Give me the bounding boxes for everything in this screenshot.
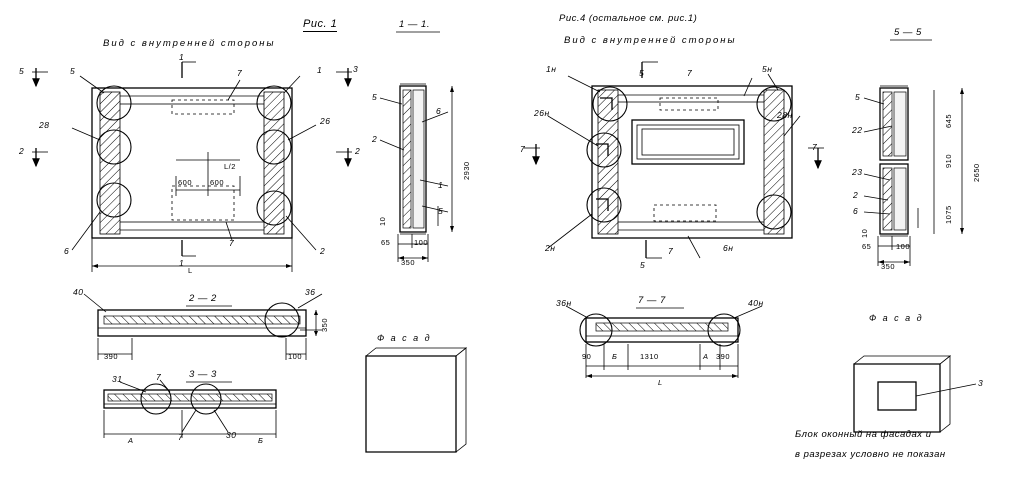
- facade-left: [366, 348, 466, 452]
- mark-s55-5: 5: [855, 92, 861, 102]
- dim-s11-100: 100: [414, 238, 429, 247]
- dim-s55-1075: 1075: [944, 205, 953, 224]
- view-inner-left: Вид с внутренней стороны: [103, 38, 276, 49]
- mark-f4-26n: 26н: [534, 108, 550, 118]
- dim-s22-390: 390: [104, 352, 119, 361]
- section-3-3: [104, 380, 276, 438]
- dim-s11-10: 10: [378, 216, 387, 226]
- dim-s22-100: 100: [288, 352, 303, 361]
- mark-f4-6n: 6н: [723, 243, 734, 253]
- dim-s11-65: 65: [381, 238, 391, 247]
- title-fig1: Рис. 1: [303, 18, 338, 30]
- mark-fig1-7: 7: [237, 68, 243, 78]
- dim-s77-B: Б: [612, 352, 618, 361]
- mark-s11-5b: 5: [438, 206, 444, 216]
- mark-s11-6: 6: [436, 106, 442, 116]
- mark-s55-22: 22: [852, 125, 863, 135]
- dim-600-b: 600: [210, 178, 225, 187]
- dim-s77-90: 90: [582, 352, 592, 361]
- fig1-plan: [32, 62, 352, 272]
- section-arrow-7l: 7: [520, 144, 526, 154]
- section-1-1: [380, 32, 454, 262]
- mark-f4-2n: 2н: [545, 243, 556, 253]
- dim-s55-10: 10: [860, 228, 869, 238]
- dim-s77-390: 390: [716, 352, 731, 361]
- mark-f4-7: 7: [687, 68, 693, 78]
- dim-L: L: [188, 266, 193, 275]
- mark-fig1-7b: 7: [229, 238, 235, 248]
- facade-right: [854, 356, 976, 432]
- dim-s55-100: 100: [896, 242, 911, 251]
- mark-s77-40n: 40н: [748, 298, 764, 308]
- mark-f4-28n: 28н: [777, 110, 793, 120]
- mark-s55-23: 23: [852, 167, 863, 177]
- note-line-1: Блок оконный на фасадах и: [795, 429, 932, 440]
- dim-s55-65: 65: [862, 242, 872, 251]
- dim-s33-B: Б: [258, 436, 264, 445]
- section-label-3-3: 3 — 3: [189, 369, 217, 380]
- mark-fig1-26: 26: [320, 116, 331, 126]
- mark-f4-7b: 7: [668, 246, 674, 256]
- dim-s77-A: A: [703, 352, 709, 361]
- mark-s55-2: 2: [853, 190, 859, 200]
- section-mark-1-bottom: 1: [179, 258, 185, 268]
- facade-left-label: Ф а с а д: [377, 333, 432, 343]
- section-mark-1-top: 1: [179, 52, 185, 62]
- mark-f4-5: 5: [639, 68, 645, 78]
- mark-s11-2: 2: [372, 134, 378, 144]
- mark-s11-1: 1: [438, 180, 444, 190]
- dim-s33-A: A: [128, 436, 134, 445]
- dim-l-half: L/2: [224, 162, 236, 171]
- view-inner-right: Вид с внутренней стороны: [564, 35, 737, 46]
- dim-s55-350: 350: [881, 262, 896, 271]
- mark-s11-5a: 5: [372, 92, 378, 102]
- facade-right-label: Ф а с а д: [869, 313, 924, 323]
- section-label-2-2: 2 — 2: [189, 293, 217, 304]
- mark-f4-1n: 1н: [546, 64, 557, 74]
- dim-600-a: 600: [178, 178, 193, 187]
- mark-fig1-1: 1: [317, 65, 323, 75]
- mark-fig1-28: 28: [39, 120, 50, 130]
- note-line-2: в разрезах условно не показан: [795, 449, 946, 460]
- dim-s77-1310: 1310: [640, 352, 659, 361]
- dim-s11-2930: 2930: [462, 161, 471, 180]
- mark-fig1-3: 3: [353, 64, 359, 74]
- section-arrow-2r: 2: [355, 146, 361, 156]
- mark-s33-30: 30: [226, 430, 237, 440]
- section-label-7-7: 7 — 7: [638, 295, 666, 306]
- section-7-7: [566, 306, 762, 378]
- mark-s55-6: 6: [853, 206, 859, 216]
- title-fig4: Рис.4 (остальное см. рис.1): [559, 13, 698, 24]
- dim-s77-L: L: [658, 378, 663, 387]
- mark-f4-5n: 5н: [762, 64, 773, 74]
- section-label-5-5: 5 — 5: [894, 27, 922, 38]
- dim-s11-350: 350: [401, 258, 416, 267]
- section-arrow-7r: 7: [812, 142, 818, 152]
- mark-s22-36: 36: [305, 287, 316, 297]
- dim-s55-2650: 2650: [972, 163, 981, 182]
- mark-s77-36n: 36н: [556, 298, 572, 308]
- dim-s55-910: 910: [944, 153, 953, 168]
- mark-s33-7b: 7: [178, 432, 184, 442]
- mark-s33-7a: 7: [156, 372, 162, 382]
- dim-s22-350: 350: [320, 317, 329, 332]
- mark-facade-3: 3: [978, 378, 984, 388]
- fig4-plan: [524, 62, 824, 258]
- section-label-1-1: 1 — 1.: [399, 19, 430, 30]
- dim-s55-645: 645: [944, 113, 953, 128]
- mark-s22-40: 40: [73, 287, 84, 297]
- mark-fig1-2r: 2: [320, 246, 326, 256]
- section-arrow-2l: 2: [19, 146, 25, 156]
- mark-fig1-6: 6: [64, 246, 70, 256]
- section-arrow-5: 5: [19, 66, 25, 76]
- mark-s33-31: 31: [112, 374, 123, 384]
- mark-f4-5b: 5: [640, 260, 646, 270]
- mark-fig1-5: 5: [70, 66, 76, 76]
